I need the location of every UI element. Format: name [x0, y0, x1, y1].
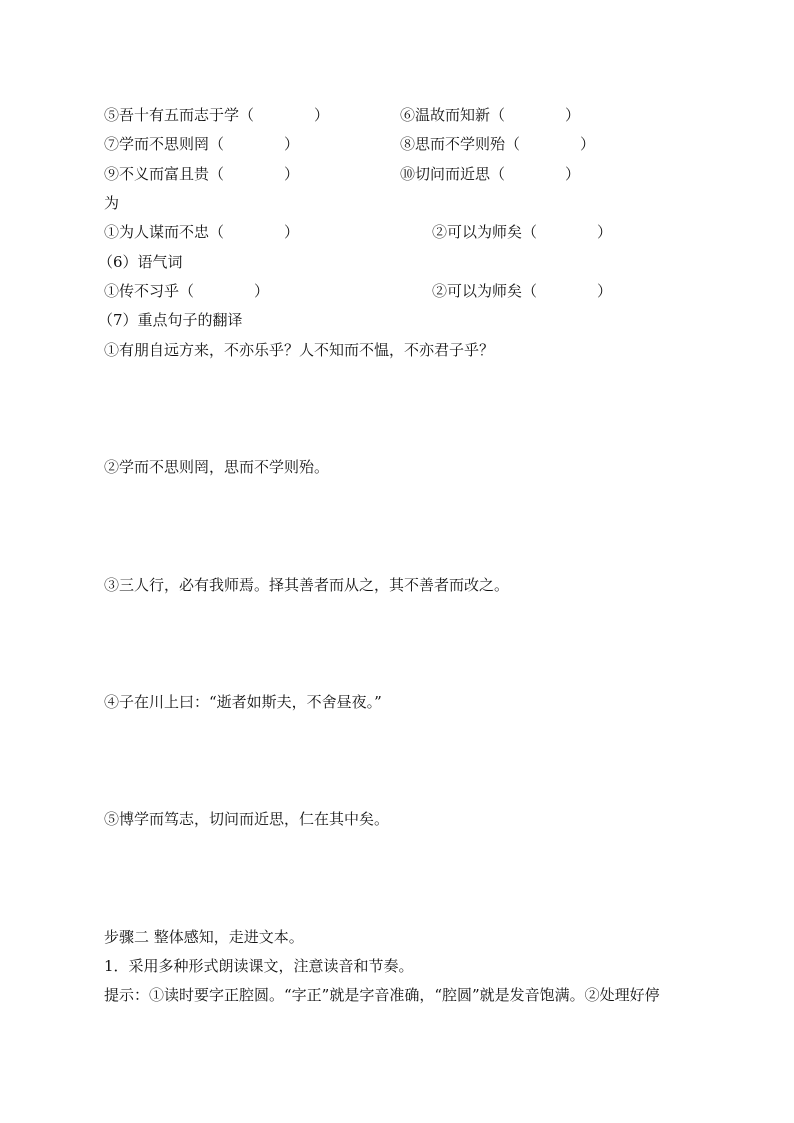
step2-item-1: 1．采用多种形式朗读课文，注意读音和节奏。	[104, 957, 414, 975]
step2-heading: 步骤二 整体感知，走进文本。	[104, 928, 304, 946]
step2-hint: 提示：①读时要字正腔圆。“字正”就是字音准确，“腔圆”就是发音饱满。②处理好停	[104, 986, 660, 1004]
translation-item-1: ①有朋自远方来，不亦乐乎？人不知而不愠，不亦君子乎？	[104, 341, 495, 359]
translation-item-5: ⑤博学而笃志，切问而近思，仁在其中矣。	[104, 810, 390, 828]
translation-item-2: ②学而不思则罔，思而不学则殆。	[104, 458, 330, 476]
translation-item-4: ④子在川上曰：“逝者如斯夫，不舍昼夜。”	[104, 693, 382, 711]
particle-heading: （6）语气词	[98, 253, 183, 271]
vocab-item-7: ⑦学而不思则罔（ ）	[104, 135, 300, 153]
translation-item-3: ③三人行，必有我师焉。择其善者而从之，其不善者而改之。	[104, 576, 510, 594]
particle-item-2: ②可以为师矣（ ）	[432, 282, 613, 300]
translation-heading: （7）重点句子的翻译	[98, 311, 243, 329]
wei-item-1: ①为人谋而不忠（ ）	[104, 223, 300, 241]
vocab-item-5: ⑤吾十有五而志于学（ ）	[104, 106, 330, 124]
vocab-item-9: ⑨不义而富且贵（ ）	[104, 165, 300, 183]
particle-item-1: ①传不习乎（ ）	[104, 282, 270, 300]
vocab-item-10: ⑩切问而近思（ ）	[400, 165, 581, 183]
vocab-item-8: ⑧思而不学则殆（ ）	[400, 135, 596, 153]
wei-item-2: ②可以为师矣（ ）	[432, 223, 613, 241]
wei-heading: 为	[104, 194, 120, 212]
vocab-item-6: ⑥温故而知新（ ）	[400, 106, 581, 124]
